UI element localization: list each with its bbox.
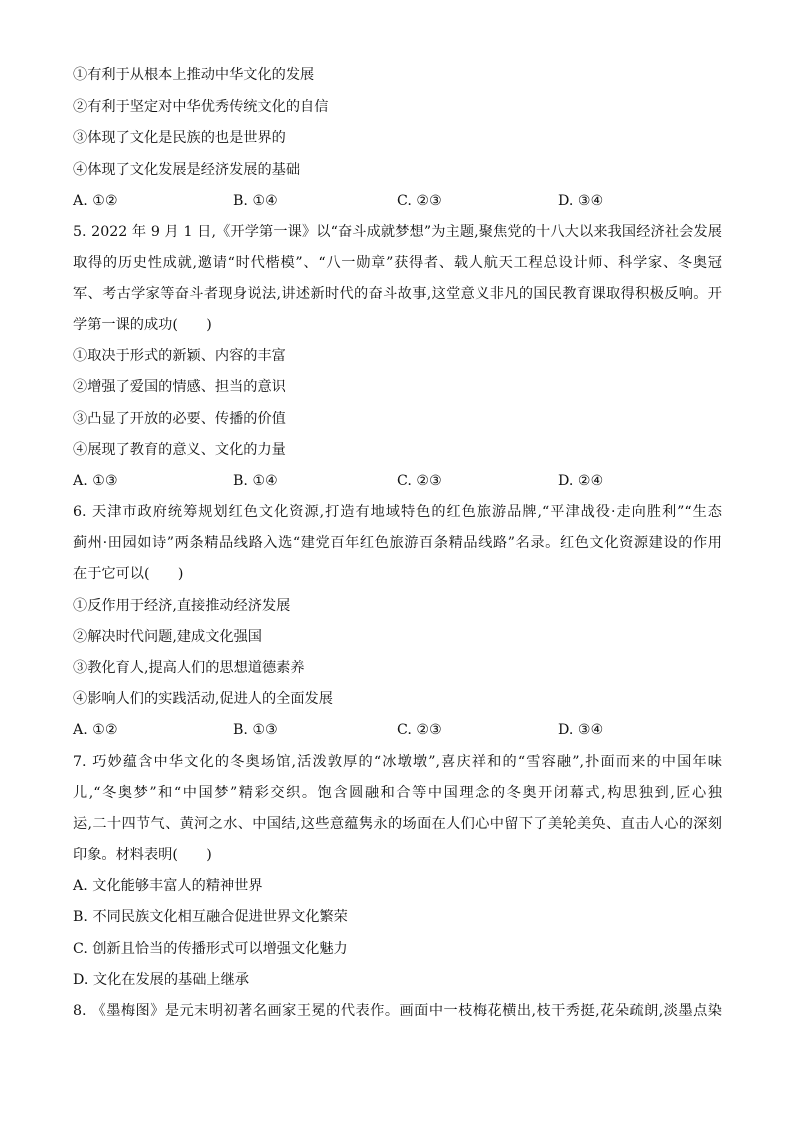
q7-option-b: B. 不同民族文化相互融合促进世界文化繁荣 [73,909,348,925]
q7-stem-line-2: 儿,“冬奥梦”和“中国梦”精彩交织。饱含圆融和合等中国理念的冬奥开闭幕式,构思独到,匠心独 [73,785,722,801]
q7-stem-line-3: 运,二十四节气、黄河之水、中国结,这些意蕴隽永的场面在人们心中留下了美轮美奂、直击人心的深刻 [73,816,722,832]
q5-stem-line-4: 学第一课的成功( ) [73,317,212,333]
q7-stem-line-4: 印象。材料表明( ) [73,847,212,863]
q5-option-a: A. ①③ [73,473,118,489]
q5-item-3: ③凸显了开放的必要、传播的价值 [73,411,286,427]
q6-item-1: ①反作用于经济,直接推动经济发展 [73,598,291,614]
q4-item-1: ①有利于从根本上推动中华文化的发展 [73,67,315,83]
q6-stem-line-3: 在于它可以( ) [73,566,184,582]
q4-option-b: B. ①④ [233,193,278,209]
q5-item-1: ①取决于形式的新颖、内容的丰富 [73,348,286,364]
q6-item-4: ④影响人们的实践活动,促进人的全面发展 [73,691,333,707]
q5-option-b: B. ①④ [233,473,278,489]
q4-option-c: C. ②③ [397,193,442,209]
q5-option-c: C. ②③ [397,473,442,489]
q5-stem-line-2: 取得的历史性成就,邀请“时代楷模”、“八一勋章”获得者、载人航天工程总设计师、科学家、冬奥冠 [73,255,722,271]
q4-item-4: ④体现了文化发展是经济发展的基础 [73,162,301,178]
q7-option-c: C. 创新且恰当的传播形式可以增强文化魅力 [73,941,348,957]
q4-item-3: ③体现了文化是民族的也是世界的 [73,130,286,146]
q6-option-b: B. ①③ [233,722,278,738]
q6-option-a: A. ①② [73,722,118,738]
q6-option-d: D. ③④ [558,722,604,738]
q5-item-4: ④展现了教育的意义、文化的力量 [73,442,286,458]
q5-option-d: D. ②④ [558,473,604,489]
q4-item-2: ②有利于坚定对中华优秀传统文化的自信 [73,99,329,115]
q6-stem-line-1: 6. 天津市政府统筹规划红色文化资源,打造有地域特色的红色旅游品牌,“平津战役·走向胜利”“生态 [73,504,722,520]
q7-option-d: D. 文化在发展的基础上继承 [73,972,249,988]
q8-stem-line-1: 8. 《墨梅图》是元末明初著名画家王冕的代表作。画面中一枝梅花横出,枝干秀挺,花朵疏朗,淡墨点染 [73,1003,722,1019]
q4-option-a: A. ①② [73,193,118,209]
q6-item-2: ②解决时代问题,建成文化强国 [73,629,262,645]
q4-option-d: D. ③④ [558,193,604,209]
q6-item-3: ③教化育人,提高人们的思想道德素养 [73,660,305,676]
q6-option-c: C. ②③ [397,722,442,738]
q6-stem-line-2: 蓟州·田园如诗”两条精品线路入选“建党百年红色旅游百条精品线路”名录。红色文化资源建设的作用 [73,535,722,551]
q7-option-a: A. 文化能够丰富人的精神世界 [73,878,263,894]
q7-stem-line-1: 7. 巧妙蕴含中华文化的冬奥场馆,活泼敦厚的“冰墩墩”,喜庆祥和的“雪容融”,扑面而来的中国年味 [73,754,722,770]
q5-stem-line-1: 5. 2022 年 9 月 1 日,《开学第一课》以“奋斗成就梦想”为主题,聚焦党的十八大以来我国经济社会发展 [73,224,722,240]
q5-stem-line-3: 军、考古学家等奋斗者现身说法,讲述新时代的奋斗故事,这堂意义非凡的国民教育课取得积极反响。开 [73,286,722,302]
q5-item-2: ②增强了爱国的情感、担当的意识 [73,379,286,395]
